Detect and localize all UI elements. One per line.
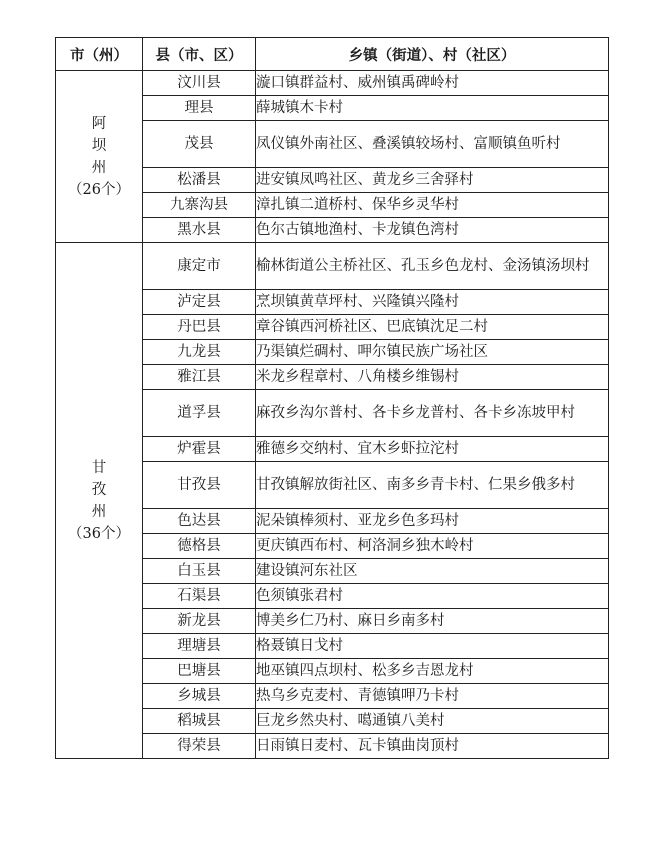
county-cell: 炉霍县 bbox=[143, 437, 256, 462]
towns-cell: 更庆镇西布村、柯洛洞乡独木岭村 bbox=[256, 534, 609, 559]
city-name-char: 孜 bbox=[91, 481, 107, 498]
towns-cell: 麻孜乡沟尔普村、各卡乡龙普村、各卡乡冻坡甲村 bbox=[256, 390, 609, 437]
county-cell: 稻城县 bbox=[143, 709, 256, 734]
city-cell bbox=[56, 71, 143, 243]
towns-cell: 建设镇河东社区 bbox=[256, 559, 609, 584]
county-cell: 泸定县 bbox=[143, 290, 256, 315]
towns-cell: 烹坝镇黄草坪村、兴隆镇兴隆村 bbox=[256, 290, 609, 315]
county-cell: 九龙县 bbox=[143, 340, 256, 365]
county-cell: 理县 bbox=[143, 96, 256, 121]
county-cell: 康定市 bbox=[143, 243, 256, 290]
table-body bbox=[56, 71, 609, 759]
header-county: 县（市、区） bbox=[143, 38, 256, 71]
county-cell: 九寨沟县 bbox=[143, 193, 256, 218]
city-name-char: 坝 bbox=[91, 137, 107, 154]
towns-cell: 雅德乡交纳村、宜木乡虾拉沱村 bbox=[256, 437, 609, 462]
towns-cell: 格聂镇日戈村 bbox=[256, 634, 609, 659]
county-cell: 德格县 bbox=[143, 534, 256, 559]
county-cell: 新龙县 bbox=[143, 609, 256, 634]
towns-cell: 榆林街道公主桥社区、孔玉乡色龙村、金汤镇汤坝村 bbox=[256, 243, 609, 290]
county-cell: 理塘县 bbox=[143, 634, 256, 659]
city-count: （36个） bbox=[68, 525, 130, 542]
towns-cell: 色尔古镇地渔村、卡龙镇色湾村 bbox=[256, 218, 609, 243]
towns-cell: 日雨镇日麦村、瓦卡镇曲岗顶村 bbox=[256, 734, 609, 759]
towns-cell: 乃渠镇烂碉村、呷尔镇民族广场社区 bbox=[256, 340, 609, 365]
towns-cell: 进安镇凤鸣社区、黄龙乡三舍驿村 bbox=[256, 168, 609, 193]
towns-cell: 薛城镇木卡村 bbox=[256, 96, 609, 121]
county-cell: 乡城县 bbox=[143, 684, 256, 709]
header-row bbox=[56, 38, 609, 71]
county-cell: 色达县 bbox=[143, 509, 256, 534]
county-cell: 汶川县 bbox=[143, 71, 256, 96]
towns-cell: 巨龙乡然央村、噶通镇八美村 bbox=[256, 709, 609, 734]
county-cell: 道孚县 bbox=[143, 390, 256, 437]
towns-cell: 米龙乡程章村、八角楼乡维锡村 bbox=[256, 365, 609, 390]
county-cell: 茂县 bbox=[143, 121, 256, 168]
city-cell bbox=[56, 243, 143, 759]
towns-cell: 地巫镇四点坝村、松多乡吉恩龙村 bbox=[256, 659, 609, 684]
county-cell: 白玉县 bbox=[143, 559, 256, 584]
table-row bbox=[56, 71, 609, 96]
county-cell: 巴塘县 bbox=[143, 659, 256, 684]
city-name-char: 州 bbox=[91, 503, 107, 520]
towns-cell: 章谷镇西河桥社区、巴底镇沈足二村 bbox=[256, 315, 609, 340]
towns-cell: 甘孜镇解放街社区、南多乡青卡村、仁果乡俄多村 bbox=[256, 462, 609, 509]
table-row bbox=[56, 243, 609, 290]
county-cell: 甘孜县 bbox=[143, 462, 256, 509]
city-name-char: 阿 bbox=[91, 115, 107, 132]
county-cell: 雅江县 bbox=[143, 365, 256, 390]
city-count: （26个） bbox=[68, 181, 130, 198]
document-sheet bbox=[55, 37, 608, 759]
county-cell: 得荣县 bbox=[143, 734, 256, 759]
region-table bbox=[55, 37, 609, 759]
county-cell: 黑水县 bbox=[143, 218, 256, 243]
county-cell: 石渠县 bbox=[143, 584, 256, 609]
towns-cell: 色须镇张君村 bbox=[256, 584, 609, 609]
city-name-char: 州 bbox=[91, 159, 107, 176]
towns-cell: 热乌乡克麦村、青德镇呷乃卡村 bbox=[256, 684, 609, 709]
towns-cell: 漩口镇群益村、威州镇禹碑岭村 bbox=[256, 71, 609, 96]
towns-cell: 博美乡仁乃村、麻日乡南多村 bbox=[256, 609, 609, 634]
header-city: 市（州） bbox=[56, 38, 143, 71]
city-name-char: 甘 bbox=[91, 459, 107, 476]
towns-cell: 漳扎镇二道桥村、保华乡灵华村 bbox=[256, 193, 609, 218]
towns-cell: 泥朵镇棒须村、亚龙乡色多玛村 bbox=[256, 509, 609, 534]
header-towns: 乡镇（街道）、村（社区） bbox=[256, 38, 609, 71]
county-cell: 松潘县 bbox=[143, 168, 256, 193]
county-cell: 丹巴县 bbox=[143, 315, 256, 340]
towns-cell: 凤仪镇外南社区、叠溪镇较场村、富顺镇鱼听村 bbox=[256, 121, 609, 168]
